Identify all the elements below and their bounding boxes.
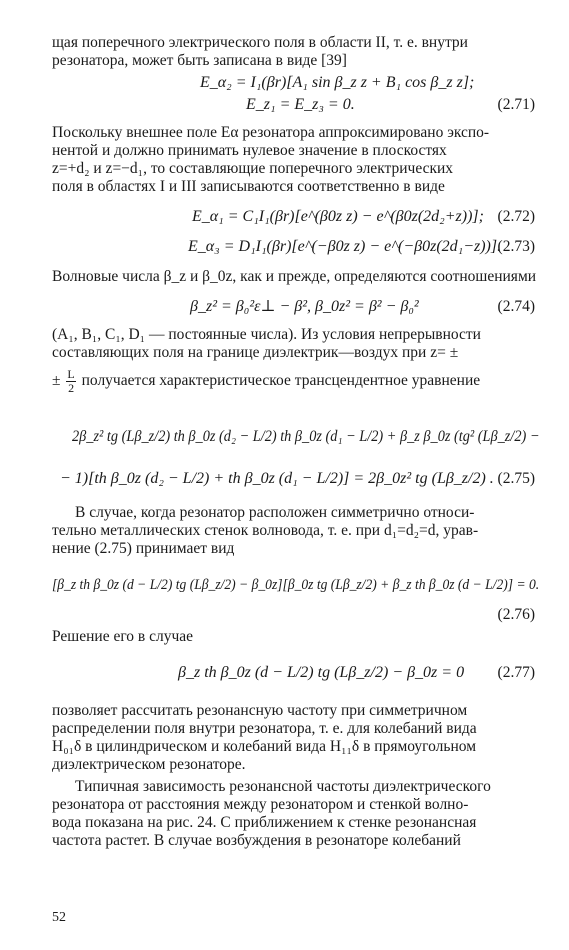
equation-2-76: [β_z th β_0z (d − L/2) tg (Lβ_z/2) − β_0z][β_0z tg (Lβ_z/2) + β_z th β_0z (d − L/2)] = 0. [52, 577, 540, 593]
equation-number: (2.77) [497, 664, 535, 681]
text-line: резонатора, может быть записана в виде [39] [52, 52, 347, 69]
equation-number: (2.73) [497, 238, 535, 255]
equation-number: (2.74) [497, 298, 535, 315]
text-line: нение (2.75) принимает вид [52, 540, 235, 557]
equation-2-71b: E_z₁ = E_z₃ = 0. [246, 96, 355, 113]
equation-number: (2.71) [497, 96, 535, 113]
fraction-num: L [67, 367, 75, 381]
equation-number: (2.76) [497, 606, 535, 623]
fraction-l-over-2 [66, 368, 75, 395]
text-line: вода показана на рис. 24. С приближением к стенке резонансная [52, 814, 477, 831]
text-line: позволяет рассчитать резонансную частоту при симметричном [52, 702, 468, 719]
text-line: щая поперечного электрического поля в области II, т. е. внутри [52, 34, 468, 51]
equation-2-77: β_z th β_0z (d − L/2) tg (Lβ_z/2) − β_0z = 0 [178, 664, 465, 681]
text-line: Поскольку внешнее поле Eα резонатора аппроксимировано экспо- [52, 124, 490, 141]
plus-minus: ± [52, 372, 61, 390]
text-fragment: получается характеристическое трансцендентное уравнение [81, 372, 481, 390]
page-number: 52 [52, 910, 66, 925]
text-line: диэлектрическом резонаторе. [52, 756, 246, 773]
text-line: частота растет. В случае возбуждения в резонаторе колебаний [52, 832, 461, 849]
text-line: тельно металлических стенок волновода, т. е. при d₁=d₂=d, урав- [52, 522, 479, 539]
text-line: нентой и должно принимать нулевое значение в плоскостях [52, 142, 447, 159]
text-line: составляющих поля на границе диэлектрик—воздух при z= ± [52, 344, 459, 361]
equation-2-75b: − 1)[th β_0z (d₂ − L/2) + th β_0z (d₁ − L/2)] = 2β_0z² tg (Lβ_z/2) . [60, 470, 494, 487]
text-line: Решение его в случае [52, 628, 194, 645]
text-line: распределении поля внутри резонатора, т. е. для колебаний вида [52, 720, 477, 737]
text-line: H₀₁δ в цилиндрическом и колебаний вида H₁₁δ в прямоугольном [52, 738, 477, 755]
text-line: (A₁, B₁, C₁, D₁ — постоянные числа). Из условия непрерывности [52, 326, 481, 343]
equation-number: (2.72) [497, 208, 535, 225]
equation-number: (2.75) [497, 470, 535, 487]
text-line: Волновые числа β_z и β_0z, как и прежде, определяются соотношениями [52, 268, 537, 285]
text-line: Типичная зависимость резонансной частоты диэлектрического [75, 778, 491, 795]
text-line: В случае, когда резонатор расположен симметрично относи- [75, 504, 475, 521]
fraction-den: 2 [68, 381, 75, 395]
text-line [52, 368, 480, 395]
equation-2-71a: E_α₂ = I₁(βr)[A₁ sin β_z z + B₁ cos β_z z]; [200, 74, 475, 91]
text-line: z=+d₂ и z=−d₁, то составляющие поперечного электрических [52, 160, 454, 177]
text-line: резонатора от расстояния между резонатором и стенкой волно- [52, 796, 469, 813]
equation-2-75a: 2β_z² tg (Lβ_z/2) th β_0z (d₂ − L/2) th β_0z (d₁ − L/2) + β_z β_0z (tg² (Lβ_z/2) − [72, 428, 540, 445]
text-line: поля в областях I и III записываются соответственно в виде [52, 178, 445, 195]
equation-2-72: E_α₁ = C₁I₁(βr)[e^(β0z z) − e^(β0z(2d₂+z))]; [192, 208, 484, 225]
equation-2-74: β_z² = β₀²ε⊥ − β², β_0z² = β² − β₀² [190, 298, 419, 315]
equation-2-73: E_α₃ = D₁I₁(βr)[e^(−β0z z) − e^(−β0z(2d₁−z))]. [188, 238, 502, 255]
